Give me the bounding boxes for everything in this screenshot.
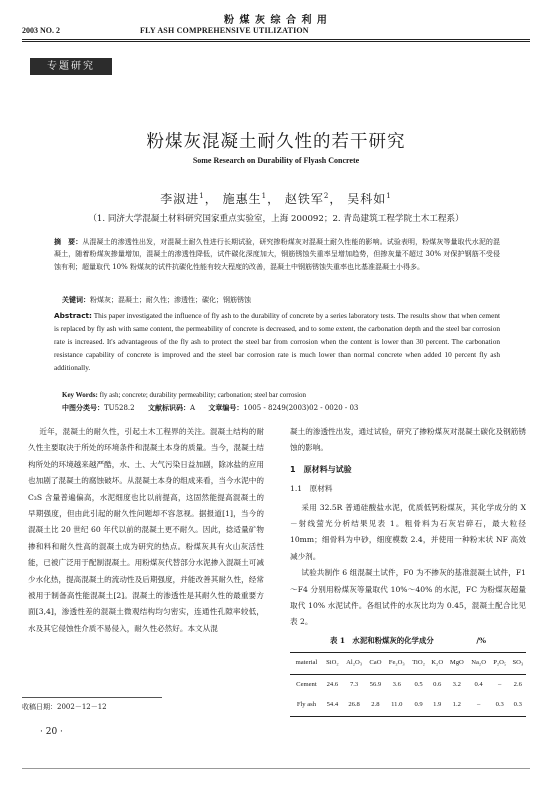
table-cell: Cement [296, 680, 317, 688]
keywords-cn-text: 粉煤灰；混凝土；耐久性；渗透性；碳化；钢筋锈蚀 [90, 296, 251, 304]
table-cell: 3.6 [392, 680, 401, 688]
table-cell: 11.0 [385, 695, 409, 716]
received-date: 收稿日期：2002－12－12 [22, 703, 107, 711]
abstract-en [54, 309, 500, 374]
oxide-table [290, 652, 526, 716]
table-row [290, 674, 526, 695]
right-column [290, 424, 526, 717]
affiliation: （1. 同济大学混凝土材料研究国家重点实验室，上海 200092；2. 青岛建筑工程学院土木工程系） [88, 214, 464, 224]
abstract-cn [54, 236, 500, 273]
page-number: · 20 · [40, 727, 63, 737]
subsection-heading: 1.1 原材料 [290, 484, 333, 494]
author: 施惠生$^1$ [222, 192, 268, 206]
table-cell: 0.5 [414, 680, 423, 688]
author: 李淑进$^1$ [160, 192, 205, 206]
table-cell: 3.2 [452, 680, 461, 688]
keywords-en-label: Key Words: [62, 391, 98, 399]
table-header: material [290, 653, 323, 674]
intro-continued: 凝土的渗透性出发，通过试验，研究了掺粉煤灰对混凝土碳化及钢筋锈蚀的影响。 [290, 427, 526, 453]
table-cell: 0.6 [433, 680, 442, 688]
doc-code-value: A [189, 404, 196, 412]
table-cell: Fly ash [290, 695, 323, 716]
header-rule-thin [22, 41, 530, 42]
abstract-en-text: This paper investigated the influence of fly ash to the durability of concrete by a series laboratory tests. The results show that when cement is replaced by fly ash with same content, the permeability of concrete is decreased, and to some extent, the carbonation depth and the steel bar corrosion rate is increased. It's advantageous of the fly ash to protect the steel bar from corrosion when the content is lower than 30 percent. The carbonation resistance capability of concrete is improved and the steel bar corrosion rate is much lower than normal concrete when added 10 percent fly ash additionally. [54, 311, 500, 372]
issue-number: 2003 NO. 2 [22, 26, 60, 35]
keywords-en [62, 389, 500, 401]
table-cell: 54.4 [323, 695, 342, 716]
clc-value: TU528.2 [104, 404, 135, 412]
table-cell: 2.8 [366, 695, 384, 716]
table-cell: 2.6 [513, 680, 522, 688]
table-cell: 0.4 [474, 680, 483, 688]
table-cell: 7.3 [349, 680, 359, 688]
table-header-row [290, 653, 526, 674]
bottom-rule [22, 768, 530, 769]
author: 赵铁军$^2$ [284, 192, 330, 206]
table-header: MgO [446, 653, 467, 674]
materials-paragraph: 采用 32.5R 普通硅酸盐水泥，优质低钙粉煤灰，其化学成分的 X－射线萤光分析结果见表 1。粗骨料为石灰岩碎石，最大粒径 10mm；细骨料为中砂，细度模数 2.4，并使用一种粉末状 NF 高效减少剂。 [290, 502, 526, 561]
table-header: P₂O₅ [490, 653, 510, 674]
table-header: Al₂O₃ [342, 653, 366, 674]
table-cell: – [467, 695, 489, 716]
classification-line [62, 402, 500, 414]
table-header: SiO₂ [323, 653, 342, 674]
table-cell: 0.3 [510, 695, 526, 716]
keywords-cn [62, 294, 500, 306]
table-caption [290, 633, 526, 649]
abstract-cn-label: 摘 要： [54, 238, 83, 246]
table-header: TiO₂ [409, 653, 428, 674]
abstract-en-label: Abstract: [54, 311, 92, 320]
intro-paragraph: 近年，混凝土的耐久性，引起土木工程界的关注。混凝土结构的耐久性主要取决于所处的环境条件和混凝土本身的质量。当今，混凝土结构所处的环境越来越严酷，水、土、大气污染日益加剧，除冰盐的应用也加剧了混凝土的腐蚀破坏。从混凝土本身的组成来看，当今水泥中的 C₃S 含量普遍偏高，水泥细度也比以前提高，这固然能提高混凝土的早期强度，但由此引起的耐久性问题却不容忽视。据报道[1]，当今的混凝土比 20 世纪 60 年代以前的混凝土更不耐久。因此，捻适量矿物掺和料和耐久性高的混凝土成为研究的热点。粉煤灰具有火山灰活性能，已被广泛用于配制混凝土。用粉煤灰代替部分水泥掺入混凝土可减少水化热，提高混凝土的流动性及后期强度，并能改善其耐久性，经常被用于制备高性能混凝土[2]。混凝土的渗透性是其耐久性的最重要方面[3,4]，渗透性差的混凝土微观结构均匀密实，连通性孔隙率较低，水及其它侵蚀性介质不易侵入，耐久性必然好。本文从混 [28, 427, 264, 633]
table-cell: 0.3 [490, 695, 510, 716]
clc-label: 中图分类号： [62, 403, 104, 412]
table-header: Fe₂O₃ [385, 653, 409, 674]
table-header: CaO [366, 653, 384, 674]
keywords-en-text: fly ash; concrete; durability permeability; carbonation; steel bar corrosion [99, 391, 307, 399]
journal-name-cn: 粉 煤 灰 综 合 利 用 [224, 15, 328, 26]
abstract-cn-text: 从混凝土的渗透性出发，对混凝土耐久性进行长期试验，研究掺粉煤灰对混凝土耐久性能的影响。试验表明，粉煤灰等量取代水泥的混凝土，随着粉煤灰掺量增加，混凝土的渗透性降低，试件碳化深度加大，钢筋锈蚀失重率呈增加趋势，但掺灰量不超过 30% 对保护钢筋不受侵蚀有利；超量取代 10% 粉煤灰的试件抗碳化性能有较大程度的改善，混凝土中钢筋锈蚀失重率也比基准混凝土小得多。 [54, 238, 501, 271]
table-cell: 26.8 [342, 695, 366, 716]
author: 吴科如$^1$ [347, 192, 392, 206]
table-cell: 56.9 [369, 680, 382, 688]
author-list: 李淑进$^1$， 施惠生$^1$， 赵铁军$^2$， 吴科如$^1$ [160, 192, 392, 206]
title-cn: 粉煤灰混凝土耐久性的若干研究 [146, 132, 406, 152]
section-badge: 专题研究 [30, 58, 112, 75]
table-row [290, 695, 526, 716]
table-header: K₂O [428, 653, 446, 674]
section-heading: 1 原材料与试验 [290, 464, 352, 474]
article-no-value: 1005 - 8249(2003)02 - 0020 - 03 [243, 404, 359, 412]
left-column [28, 424, 264, 637]
table-cell: – [498, 680, 502, 688]
article-no-label: 文章编号： [208, 403, 244, 412]
table-cell: 24.6 [326, 680, 339, 688]
mix-paragraph: 试验共制作 6 组混凝土试件，F0 为不掺灰的基准混凝土试件，F1～F4 分别用粉煤灰等量取代 10%～40% 的水泥，FC 为粉煤灰超量取代 10% 水泥试件。各组试件的水灰比均为 0.45，混凝土配合比见表 2。 [290, 568, 526, 627]
title-en: Some Research on Durability of Flyash Concrete [192, 156, 360, 165]
header-rule [22, 39, 530, 40]
table-cell: 1.9 [428, 695, 446, 716]
table-cell: 1.2 [446, 695, 467, 716]
table-unit: /% [476, 635, 487, 645]
keywords-cn-label: 关键词： [62, 295, 90, 304]
table-header: SO₃ [510, 653, 526, 674]
journal-name-en: FLY ASH COMPREHENSIVE UTILIZATION [140, 26, 309, 35]
doc-code-label: 文献标识码： [147, 403, 190, 412]
table-header: Na₂O [467, 653, 489, 674]
table-caption-text: 表 1 水泥和粉煤灰的化学成分 [329, 635, 434, 645]
footnote-rule [22, 697, 162, 698]
table-cell: 0.9 [409, 695, 428, 716]
